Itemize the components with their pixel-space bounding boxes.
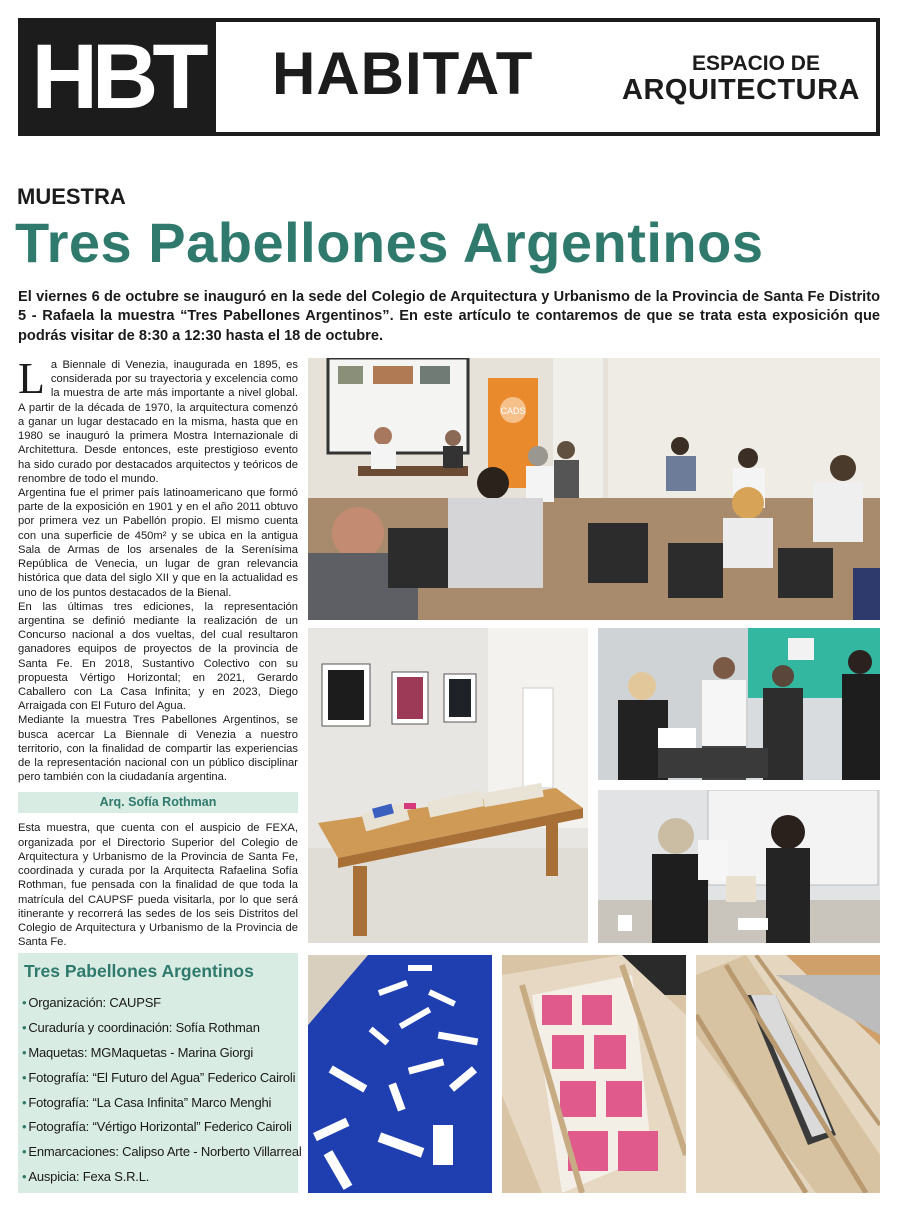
- photo-model-wood-image: [696, 955, 880, 1193]
- photo-conversation: [598, 790, 880, 943]
- photo-model-pink: [502, 955, 686, 1193]
- masthead-subtitle-bottom: ARQUITECTURA: [622, 74, 860, 106]
- credits-title: Tres Pabellones Argentinos: [24, 961, 254, 981]
- credit-item: • Maquetas: MGMaquetas - Marina Giorgi: [22, 1044, 254, 1060]
- author-byline: Arq. Sofía Rothman: [18, 792, 298, 814]
- photo-lecture-audience: [308, 358, 880, 620]
- masthead-title: HABITAT: [272, 40, 534, 107]
- photo-lecture-audience-image: [308, 358, 880, 620]
- bullet-icon: •: [22, 1169, 27, 1185]
- credit-item: • Fotografía: “Vértigo Horizontal” Federico Cairoli: [22, 1119, 292, 1135]
- bullet-icon: •: [22, 995, 27, 1010]
- photo-ceremony: [598, 628, 880, 780]
- bullet-icon: •: [22, 1094, 27, 1110]
- masthead: [18, 18, 880, 136]
- photo-exhibition-room: [308, 628, 588, 943]
- paragraph-2: Argentina fue el primer país latinoamericano que formó parte de la exposición en 1901 y en el año 2011 obtuvo por primera vez un Pabellón propio. El mismo cuenta con una superficie de 450m² y se ubica en la antigua Sala de Armas de los arsenales de la Serenísima República de Venecia, un lugar de gran relevancia histórica que data del siglo XII y que en la actualidad es uno de los puntos destacados de la Bienal.: [18, 486, 298, 599]
- bullet-icon: •: [22, 1044, 27, 1060]
- banner-logo-text: CADS: [500, 406, 526, 416]
- photo-exhibition-room-image: [308, 628, 588, 943]
- article-headline: Tres Pabellones Argentinos: [15, 211, 764, 274]
- hbt-logo: HBT: [31, 26, 203, 128]
- credit-item: • Fotografía: “El Futuro del Agua” Federico Cairoli: [22, 1069, 296, 1085]
- bullet-icon: •: [22, 1119, 27, 1135]
- bullet-icon: •: [22, 1019, 27, 1035]
- article-lede: El viernes 6 de octubre se inauguró en la sede del Colegio de Arquitectura y Urbanismo de la Provincia de Santa Fe Distrito 5 - Rafaela la muestra “Tres Pabellones Argentinos”. En este artículo te contaremos de que se trata esta exposición que podrás visitar de 8:30 a 12:30 hasta el 18 de octubre.: [18, 289, 880, 344]
- paragraph-1-text: a Biennale di Venezia, inaugurada en 1895, es considerada por su trayectoria y excelencia como la muestra de arte más importante a nivel global. A partir de la década de 1970, la arquitectura comenzó a ganar un lugar destacado en la misma, hasta que en 1980 se inauguró la primera Mostra Internazionale di Architettura. Desde entonces, este prestigioso evento ha sido curado por destacados arquitectos y teóricos de renombre de todo el mundo.: [18, 359, 298, 485]
- bullet-icon: •: [22, 1069, 27, 1085]
- paragraph-5: Esta muestra, que cuenta con el auspicio de FEXA, organizada por el Directorio Superior del Colegio de Arquitectura y Urbanismo de la Provincia de Santa Fe, coordinada y curada por la Arquitecta Rafaelina Sofía Rothman, fue pensada con la finalidad de que toda la matrícula del CAUPSF pueda visitarla, por lo que será itinerante y recorrerá las sedes de los seis Distritos del Colegio de Arquitectura y Urbanismo de la Provincia de Santa Fe.: [18, 822, 298, 949]
- drop-cap: L: [18, 354, 45, 403]
- paragraph-4: Mediante la muestra Tres Pabellones Argentinos, se busca acercar La Biennale di Venezia a nuestro territorio, con la finalidad de compartir las experiencias de la representación nacional con un público disciplinar pero también con la ciudadanía argentina.: [18, 714, 298, 784]
- photo-model-blue-image: [308, 955, 492, 1193]
- credit-item: • Organización: CAUPSF: [22, 995, 161, 1010]
- masthead-panel: [216, 22, 876, 132]
- paragraph-3: En las últimas tres ediciones, la representación argentina se definió mediante la realización de un Concurso nacional a dos vueltas, del cual resultaron ganadores equipos de proyectos de la provincia de Santa Fe. En 2018, Sustantivo Colectivo con su propuesta Vértigo Horizontal; en 2021, Gerardo Caballero con La Casa Infinita; y en 2023, Diego Arraigada con El Futuro del Agua.: [18, 600, 298, 713]
- credits-box: [18, 953, 302, 1193]
- credit-item: • Enmarcaciones: Calipso Arte - Norberto Villarreal: [22, 1144, 302, 1160]
- credit-item: • Curaduría y coordinación: Sofía Rothman: [22, 1019, 260, 1035]
- section-kicker: MUESTRA: [17, 184, 126, 209]
- photo-model-blue: [308, 955, 492, 1193]
- photo-model-pink-image: [502, 955, 686, 1193]
- photo-model-wood: [696, 955, 880, 1193]
- credit-item: • Auspicia: Fexa S.R.L.: [22, 1169, 150, 1185]
- article-body: [18, 354, 298, 949]
- photo-ceremony-image: [598, 628, 880, 780]
- credit-item: • Fotografía: “La Casa Infinita” Marco Menghi: [22, 1094, 272, 1110]
- photo-conversation-image: [598, 790, 880, 943]
- paragraph-1: [18, 354, 298, 486]
- bullet-icon: •: [22, 1144, 27, 1160]
- credits-list: [22, 991, 302, 1190]
- masthead-subtitle-top: ESPACIO DE: [692, 52, 820, 75]
